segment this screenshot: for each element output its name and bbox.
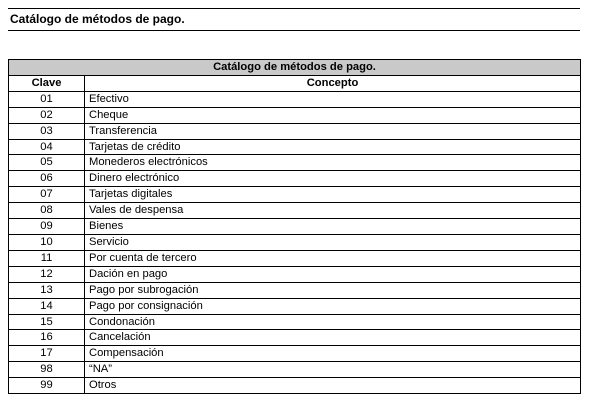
payment-methods-table bbox=[8, 59, 581, 394]
clave-cell: 01 bbox=[9, 91, 85, 107]
table-row bbox=[9, 298, 581, 314]
clave-cell: 11 bbox=[9, 250, 85, 266]
table-row bbox=[9, 330, 581, 346]
table-row bbox=[9, 155, 581, 171]
concepto-cell: Cheque bbox=[85, 107, 581, 123]
table-row bbox=[9, 203, 581, 219]
column-header-concepto: Concepto bbox=[85, 75, 581, 91]
concepto-cell: Tarjetas de crédito bbox=[85, 139, 581, 155]
concepto-cell: Cancelación bbox=[85, 330, 581, 346]
clave-cell: 06 bbox=[9, 171, 85, 187]
clave-cell: 03 bbox=[9, 123, 85, 139]
clave-cell: 12 bbox=[9, 266, 85, 282]
table-row bbox=[9, 187, 581, 203]
table-row bbox=[9, 314, 581, 330]
clave-cell: 04 bbox=[9, 139, 85, 155]
clave-cell: 07 bbox=[9, 187, 85, 203]
page-heading: Catálogo de métodos de pago. bbox=[10, 12, 185, 26]
concepto-cell: Pago por subrogación bbox=[85, 282, 581, 298]
clave-cell: 15 bbox=[9, 314, 85, 330]
clave-cell: 13 bbox=[9, 282, 85, 298]
concepto-cell: Por cuenta de tercero bbox=[85, 250, 581, 266]
table-header-row bbox=[9, 75, 581, 91]
concepto-cell: Servicio bbox=[85, 234, 581, 250]
concepto-cell: “NA” bbox=[85, 362, 581, 378]
table-row bbox=[9, 362, 581, 378]
table-row bbox=[9, 139, 581, 155]
table-row bbox=[9, 219, 581, 235]
table-row bbox=[9, 378, 581, 394]
table-row bbox=[9, 346, 581, 362]
concepto-cell: Transferencia bbox=[85, 123, 581, 139]
concepto-cell: Otros bbox=[85, 378, 581, 394]
table-title: Catálogo de métodos de pago. bbox=[9, 60, 581, 76]
clave-cell: 09 bbox=[9, 219, 85, 235]
table-row bbox=[9, 266, 581, 282]
concepto-cell: Compensación bbox=[85, 346, 581, 362]
concepto-cell: Efectivo bbox=[85, 91, 581, 107]
clave-cell: 05 bbox=[9, 155, 85, 171]
concepto-cell: Monederos electrónicos bbox=[85, 155, 581, 171]
clave-cell: 08 bbox=[9, 203, 85, 219]
concepto-cell: Pago por consignación bbox=[85, 298, 581, 314]
clave-cell: 02 bbox=[9, 107, 85, 123]
table-row bbox=[9, 282, 581, 298]
concepto-cell: Tarjetas digitales bbox=[85, 187, 581, 203]
table-row bbox=[9, 234, 581, 250]
table-row bbox=[9, 250, 581, 266]
concepto-cell: Vales de despensa bbox=[85, 203, 581, 219]
concepto-cell: Condonación bbox=[85, 314, 581, 330]
clave-cell: 17 bbox=[9, 346, 85, 362]
page-heading-block bbox=[8, 8, 580, 31]
table-row bbox=[9, 107, 581, 123]
clave-cell: 16 bbox=[9, 330, 85, 346]
concepto-cell: Dinero electrónico bbox=[85, 171, 581, 187]
clave-cell: 14 bbox=[9, 298, 85, 314]
clave-cell: 10 bbox=[9, 234, 85, 250]
table-row bbox=[9, 91, 581, 107]
concepto-cell: Dación en pago bbox=[85, 266, 581, 282]
table-row bbox=[9, 171, 581, 187]
clave-cell: 99 bbox=[9, 378, 85, 394]
table-title-row bbox=[9, 60, 581, 76]
concepto-cell: Bienes bbox=[85, 219, 581, 235]
clave-cell: 98 bbox=[9, 362, 85, 378]
column-header-clave: Clave bbox=[9, 75, 85, 91]
table-row bbox=[9, 123, 581, 139]
